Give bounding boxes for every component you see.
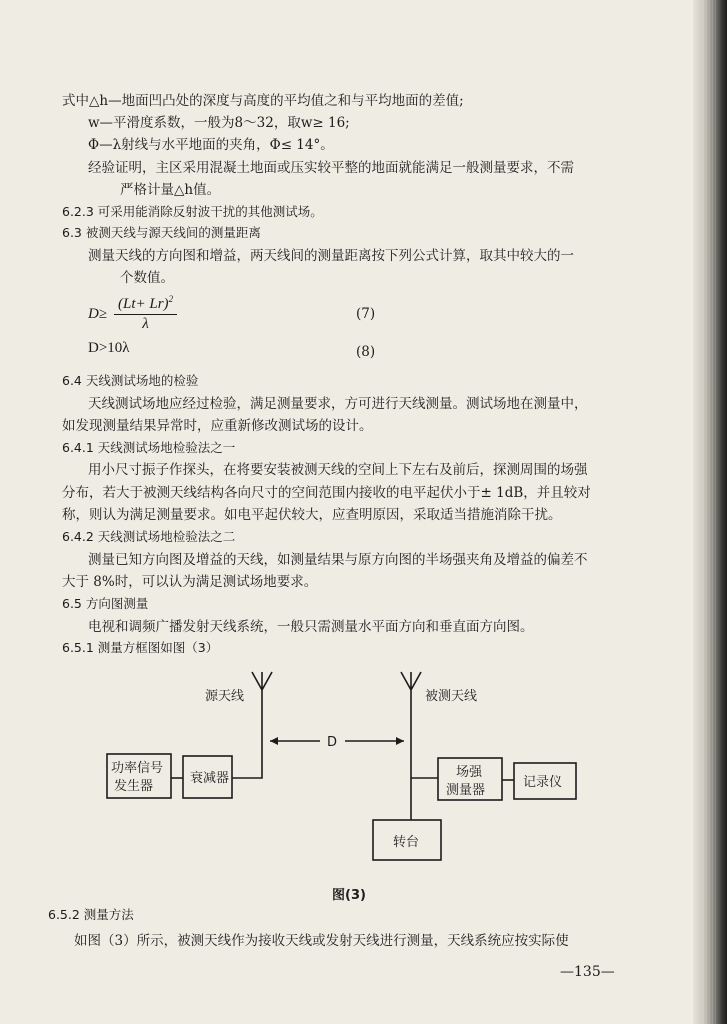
text-line: 测量已知方向图及增益的天线，如测量结果与原方向图的半场强夹角及增益的偏差不 (88, 552, 588, 568)
section-heading: 6.4 天线测试场地的检验 (62, 373, 199, 388)
text-line: 如图（3）所示，被测天线作为接收天线或发射天线进行测量，天线系统应按实际使 (74, 933, 569, 949)
section-heading: 6.2.3 可采用能消除反射波干扰的其他测试场。 (62, 204, 323, 219)
distance-label: D (327, 735, 338, 750)
text-line: 严格计量△h值。 (120, 182, 221, 198)
text-line: 个数值。 (120, 270, 174, 286)
turntable-label: 转台 (393, 835, 420, 850)
text-line: 用小尺寸振子作探头，在将要安装被测天线的空间上下左右及前后，探测周围的场强 (88, 462, 588, 478)
test-antenna-label: 被测天线 (425, 689, 478, 704)
text-line: 测量天线的方向图和增益，两天线间的测量距离按下列公式计算，取其中较大的一 (88, 248, 574, 264)
field-meter-label: 测量器 (446, 783, 486, 798)
formula-8: D>10λ (88, 340, 130, 356)
formula-7-exponent: 2 (168, 294, 174, 304)
power-generator-label: 发生器 (114, 779, 154, 794)
power-generator-label: 功率信号 (111, 761, 164, 776)
formula-7-lhs: D≥ (88, 306, 108, 322)
section-heading: 6.5 方向图测量 (62, 596, 149, 611)
section-heading: 6.4.2 天线测试场地检验法之二 (62, 529, 236, 544)
text-line: 经验证明，主区采用混凝土地面或压实较平整的地面就能满足一般测量要求，不需 (88, 160, 574, 176)
arrowhead-left (270, 737, 278, 745)
equation-number-8: (8) (356, 344, 376, 360)
section-heading: 6.4.1 天线测试场地检验法之一 (62, 440, 236, 455)
text-line: 电视和调频广播发射天线系统，一般只需测量水平面方向和垂直面方向图。 (88, 619, 534, 635)
arrowhead-right (396, 737, 404, 745)
source-antenna-label: 源天线 (205, 689, 245, 704)
text-line: w—平滑度系数，一般为8～32，取w≥ 16; (88, 115, 350, 131)
formula-7-numerator: (Lt+ Lr) (118, 296, 169, 312)
text-line: 天线测试场地应经过检验，满足测量要求，方可进行天线测量。测试场地在测量中， (88, 396, 588, 412)
recorder-label: 记录仪 (523, 775, 563, 790)
text-line: 式中△h—地面凹凸处的深度与高度的平均值之和与平均地面的差值; (62, 93, 464, 109)
source-antenna-icon (232, 672, 272, 778)
section-heading: 6.5.2 测量方法 (48, 907, 134, 922)
attenuator-label: 衰减器 (190, 771, 230, 786)
section-heading: 6.3 被测天线与源天线间的测量距离 (62, 225, 261, 240)
text-line: 称，则认为满足测量要求。如电平起伏较大，应查明原因，采取适当措施消除干扰。 (62, 507, 562, 523)
text-line: 大于 8%时，可以认为满足测试场地要求。 (62, 574, 318, 590)
text-line: Φ—λ射线与水平地面的夹角，Φ≤ 14°。 (88, 137, 334, 153)
text-line: 分布，若大于被测天线结构各向尺寸的空间范围内接收的电平起伏小于± 1dB，并且较对 (62, 485, 591, 501)
page-number: —135— (560, 964, 615, 980)
equation-number-7: (7) (356, 306, 376, 322)
text-line: 如发现测量结果异常时，应重新修改测试场的设计。 (62, 418, 373, 434)
formula-7-denominator: λ (142, 316, 149, 332)
figure-caption: 图(3) (332, 888, 366, 903)
field-meter-label: 场强 (456, 765, 483, 780)
section-heading: 6.5.1 测量方框图如图（3） (62, 640, 219, 655)
